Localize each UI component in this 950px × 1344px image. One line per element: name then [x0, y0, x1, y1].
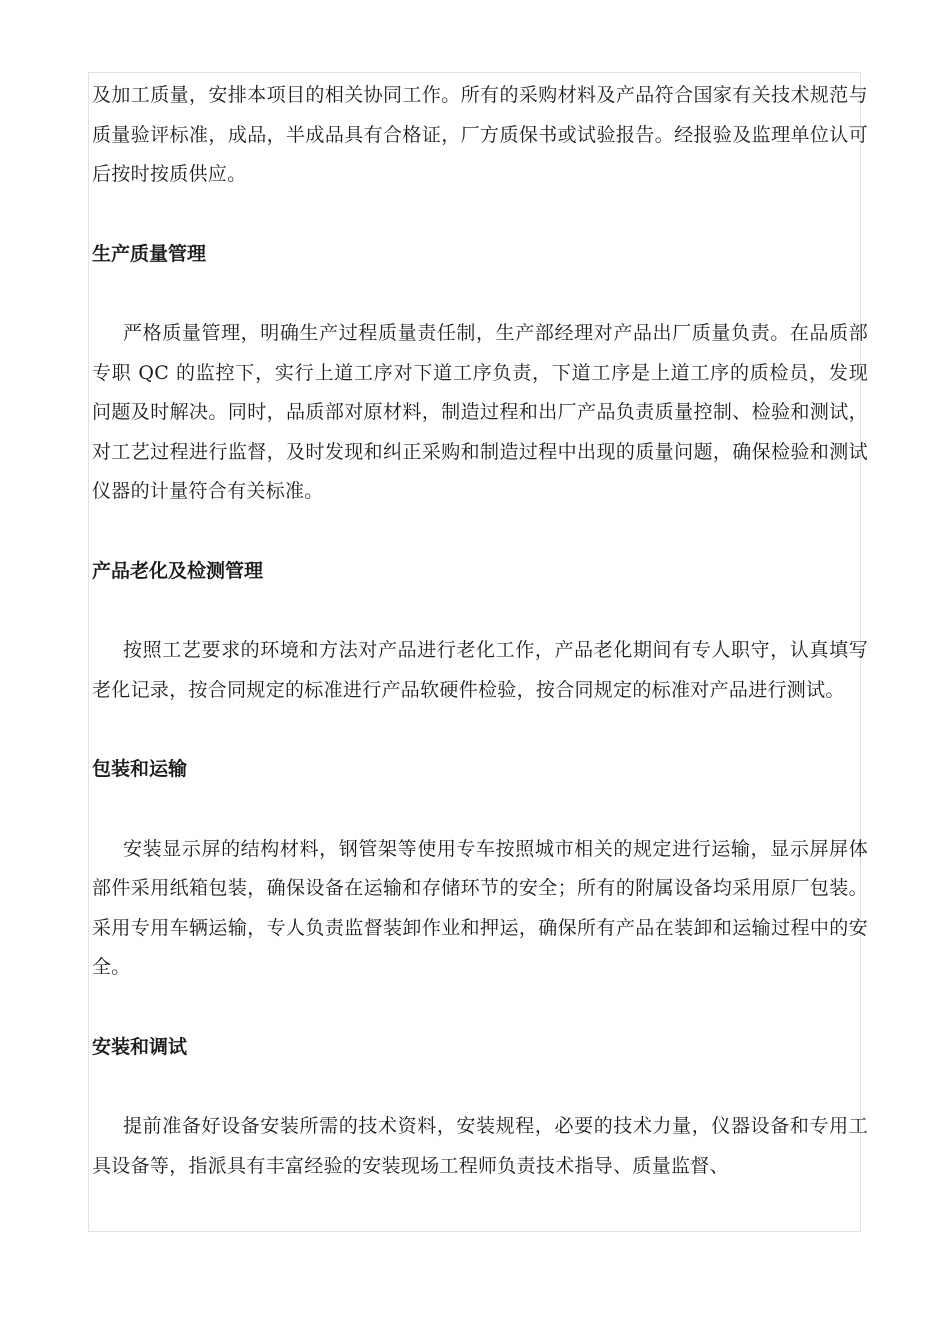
- section-body-packaging-transport: 安装显示屏的结构材料，钢管架等使用专车按照城市相关的规定进行运输，显示屏屏体部件采用纸箱包装，确保设备在运输和存储环节的安全；所有的附属设备均采用原厂包装。采用专用车辆运输，专人负责监督装卸作业和押运，确保所有产品在装卸和运输过程中的安全。: [92, 837, 868, 978]
- document-body: [92, 76, 868, 1186]
- section-heading-aging-testing: 产品老化及检测管理: [92, 559, 264, 582]
- section-heading-packaging-transport: 包装和运输: [92, 758, 188, 780]
- intro-paragraph: 及加工质量，安排本项目的相关协同工作。所有的采购材料及产品符合国家有关技术规范与质量验评标准，成品，半成品具有合格证，厂方质保书或试验报告。经报验及监理单位认可后按时按质供应。: [92, 84, 868, 185]
- section-body-installation-commissioning: 提前准备好设备安装所需的技术资料，安装规程，必要的技术力量，仪器设备和专用工具设备等，指派具有丰富经验的安装现场工程师负责技术指导、质量监督、: [92, 1115, 868, 1177]
- section-heading-production-quality: 生产质量管理: [92, 242, 207, 265]
- section-body-aging-testing: 按照工艺要求的环境和方法对产品进行老化工作，产品老化期间有专人职守，认真填写老化记录，按合同规定的标准进行产品软硬件检验，按合同规定的标准对产品进行测试。: [92, 639, 868, 701]
- section-heading-installation-commissioning: 安装和调试: [92, 1035, 188, 1058]
- section-body-production-quality: 严格质量管理，明确生产过程质量责任制，生产部经理对产品出厂质量负责。在品质部专职 QC 的监控下，实行上道工序对下道工序负责，下道工序是上道工序的质检员，发现问题及时解决。同时，品质部对原材料，制造过程和出厂产品负责质量控制、检验和测试，对工艺过程进行监督，及时发现和纠正采购和制造过程中出现的质量问题，确保检验和测试仪器的计量符合有关标准。: [92, 322, 868, 502]
